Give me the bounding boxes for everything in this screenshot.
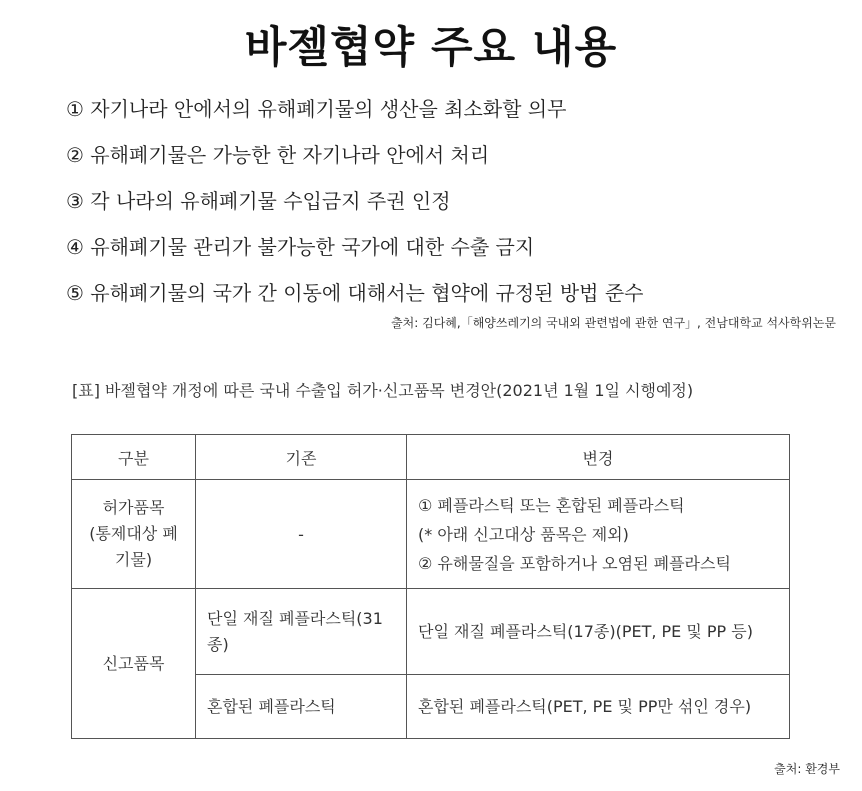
table-caption: [표] 바젤협약 개정에 따른 국내 수출입 허가·신고품목 변경안(2021년 1월 1일 시행예정): [72, 381, 694, 400]
table-header-row: [72, 435, 790, 480]
change-single-material: 단일 재질 폐플라스틱(17종)(PET, PE 및 PP 등): [407, 589, 790, 675]
existing-single-material: 단일 재질 폐플라스틱(31 종): [196, 589, 407, 675]
list-item: ① 자기나라 안에서의 유해폐기물의 생산을 최소화할 의무: [66, 97, 567, 121]
header-existing: 기존: [196, 435, 407, 480]
change-mixed: 혼합된 폐플라스틱(PET, PE 및 PP만 섞인 경우): [407, 675, 790, 739]
list-item: ③ 각 나라의 유해폐기물 수입금지 주권 인정: [66, 189, 451, 213]
page-title: 바젤협약 주요 내용: [244, 23, 618, 73]
table-row: [72, 480, 790, 589]
table-row: [72, 589, 790, 675]
existing-mixed: 혼합된 폐플라스틱: [196, 675, 407, 739]
category-report: 신고품목: [72, 589, 196, 739]
source-note: 출처: 김다혜,「해양쓰레기의 국내외 관련법에 관한 연구」, 전남대학교 석사학위논문: [391, 316, 836, 330]
change-permit: ① 폐플라스틱 또는 혼합된 폐플라스틱 (* 아래 신고대상 품목은 제외) ② 유해물질을 포함하거나 오염된 폐플라스틱: [407, 480, 790, 589]
list-item: ④ 유해폐기물 관리가 불가능한 국가에 대한 수출 금지: [66, 235, 535, 259]
key-points-list: [66, 86, 643, 316]
header-category: 구분: [72, 435, 196, 480]
category-permit: 허가품목 (통제대상 폐 기물): [72, 480, 196, 589]
header-change: 변경: [407, 435, 790, 480]
change-table: [71, 434, 790, 739]
existing-permit: -: [196, 480, 407, 589]
source-note: 출처: 환경부: [774, 762, 840, 776]
list-item: ② 유해폐기물은 가능한 한 자기나라 안에서 처리: [66, 143, 490, 167]
list-item: ⑤ 유해폐기물의 국가 간 이동에 대해서는 협약에 규정된 방법 준수: [66, 281, 644, 305]
